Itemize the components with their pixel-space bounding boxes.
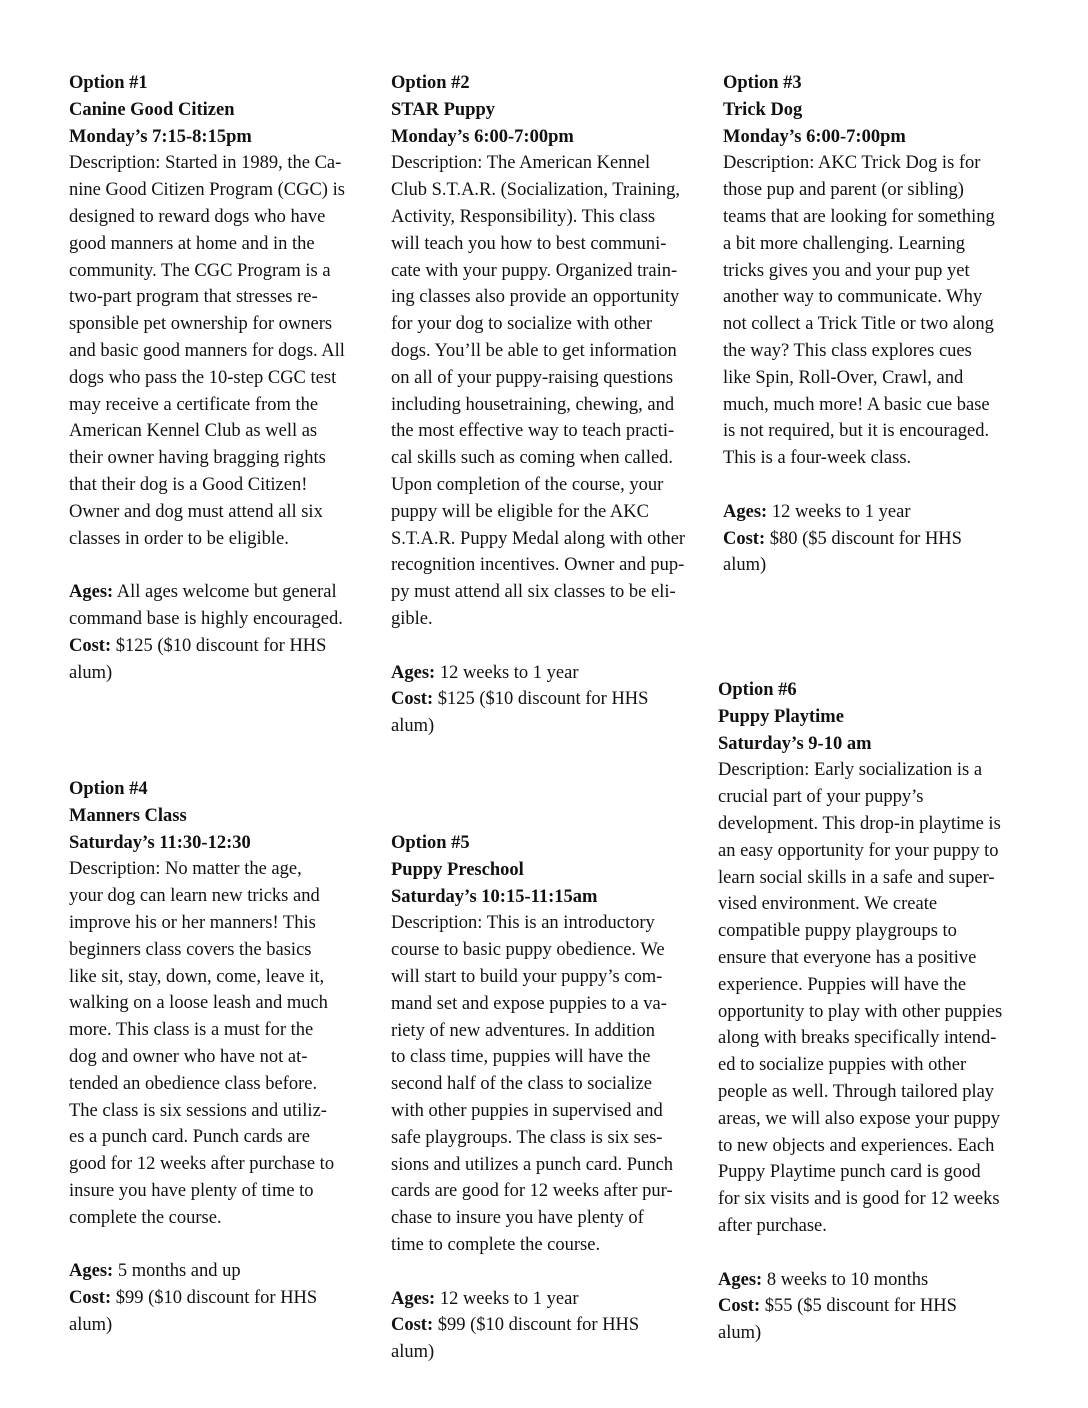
option-description <box>391 150 703 632</box>
description-line: after purchase. <box>718 1215 827 1236</box>
cost-label: Cost: <box>391 689 434 710</box>
description-line: another way to communicate. Why <box>723 287 983 308</box>
option-time: Saturday’s 9-10 am <box>718 733 872 754</box>
description-line: will teach you how to best communi- <box>391 233 667 254</box>
description-line: beginners class covers the basics <box>69 939 312 960</box>
description-line: learn social skills in a safe and super- <box>718 867 995 888</box>
description-line: areas, we will also expose your puppy <box>718 1108 1001 1129</box>
option-cost: Cost: $125 ($10 discount for HHS <box>69 635 327 656</box>
description-line: riety of new adventures. In addition <box>391 1020 656 1041</box>
description-line: This is a four-week class. <box>723 448 912 469</box>
description-line: Upon completion of the course, your <box>391 474 664 495</box>
option-ages: Ages: 12 weeks to 1 year <box>391 662 579 683</box>
description-line: Description: Early socialization is a <box>718 760 983 781</box>
option-description <box>391 910 703 1258</box>
description-line: like sit, stay, down, come, leave it, <box>69 966 325 987</box>
option-title: Canine Good Citizen <box>69 99 235 120</box>
description-line: to new objects and experiences. Each <box>718 1135 995 1156</box>
option-number: Option #2 <box>391 73 470 93</box>
description-line: good for 12 weeks after purchase to <box>69 1154 335 1175</box>
option-4-block: Option #4 Manners Class Saturday’s 11:30-12:30 Description: No matter the age, your dog can learn new tricks and improve his or her manners! This beginners class covers the basics like sit, stay, down, come, leave it, walking on a loose leash and much more. This class is a must for the dog and owner who have not at- tended an obedience class before. The class is six sessions and utiliz- es a punch card. Punch cards are good for 12 weeks after purchase to insure you have plenty of time to complete the course. Ages: 5 months and up Cost: $99 ($10 discount for HHS alum) <box>69 776 369 1339</box>
option-cost: Cost: $55 ($5 discount for HHS <box>718 1296 957 1317</box>
description-line: improve his or her manners! This <box>69 912 316 933</box>
ages-label: Ages: <box>718 1269 763 1290</box>
description-line: to class time, puppies will have the <box>391 1047 651 1068</box>
option-number: Option #3 <box>723 73 802 93</box>
description-line: time to complete the course. <box>391 1234 601 1255</box>
description-line: is not required, but it is encouraged. <box>723 421 990 442</box>
option-ages: Ages: 8 weeks to 10 months <box>718 1269 929 1290</box>
description-line: including housetraining, chewing, and <box>391 394 675 415</box>
description-line: tricks gives you and your pup yet <box>723 260 970 281</box>
description-line: course to basic puppy obedience. We <box>391 940 665 961</box>
description-line: two-part program that stresses re- <box>69 287 318 308</box>
description-line: walking on a loose leash and much <box>69 993 328 1014</box>
description-line: opportunity to play with other puppies <box>718 1001 1003 1022</box>
description-line: development. This drop-in playtime is <box>718 813 1001 834</box>
option-cost: Cost: $99 ($10 discount for HHS <box>391 1315 640 1336</box>
description-line: dogs. You’ll be able to get information <box>391 340 677 361</box>
option-6-block: Option #6 Puppy Playtime Saturday’s 9-10 am Description: Early socialization is a crucial part of your puppy’s development. This drop-in playtime is an easy opportunity for your puppy to learn social skills in a safe and super- vised environment. We create compatible puppy playgroups to ensure that everyone has a positive experience. Puppies will have the opportunity to play with other puppies along with breaks specifically intend- ed to socialize puppies with other people as well. Through tailored play areas, we will also expose your puppy to new objects and experiences. Each Puppy Playtime punch card is good for six visits and is good for 12 weeks after purchase. Ages: 8 weeks to 10 months Cost: $55 ($5 discount for HHS alum) <box>718 677 1023 1347</box>
option-description <box>723 150 1023 472</box>
ages-label: Ages: <box>391 1288 436 1309</box>
description-line: compatible puppy playgroups to <box>718 921 957 942</box>
description-line: Description: Started in 1989, the Ca- <box>69 153 342 174</box>
description-line: Description: The American Kennel <box>391 153 651 174</box>
ages-label: Ages: <box>69 1261 114 1282</box>
description-line: teams that are looking for something <box>723 206 995 227</box>
ages-label: Ages: <box>69 582 114 603</box>
description-line: cal skills such as coming when called. <box>391 448 674 469</box>
description-line: recognition incentives. Owner and pup- <box>391 555 685 576</box>
description-line: cards are good for 12 weeks after pur- <box>391 1181 673 1202</box>
description-line: dog and owner who have not at- <box>69 1046 308 1067</box>
option-time: Monday’s 6:00-7:00pm <box>391 126 574 147</box>
description-line: Club S.T.A.R. (Socialization, Training, <box>391 180 680 201</box>
description-line: insure you have plenty of time to <box>69 1180 314 1201</box>
description-line: for your dog to socialize with other <box>391 314 652 335</box>
option-description <box>718 757 1023 1239</box>
description-line: people as well. Through tailored play <box>718 1081 995 1102</box>
option-ages: Ages: 12 weeks to 1 year <box>723 501 911 522</box>
option-number: Option #6 <box>718 680 797 700</box>
option-description <box>69 856 369 1231</box>
description-line: the way? This class explores cues <box>723 340 972 361</box>
cost-label: Cost: <box>718 1296 761 1317</box>
description-line: American Kennel Club as well as <box>69 421 318 442</box>
description-line: Description: No matter the age, <box>69 859 302 880</box>
option-ages: Ages: All ages welcome but general <box>69 582 337 603</box>
option-5-block: Option #5 Puppy Preschool Saturday’s 10:15-11:15am Description: This is an introductory course to basic puppy obedience. We will start to build your puppy’s com- mand set and expose puppies to a va- riety of new adventures. In addition to class time, puppies will have the second half of the class to socialize with other puppies in supervised and safe playgroups. The class is six ses- sions and utilizes a punch card. Punch cards are good for 12 weeks after pur- chase to insure you have plenty of time to complete the course. Ages: 12 weeks to 1 year Cost: $99 ($10 discount for HHS alum) <box>391 830 703 1366</box>
description-line: Description: This is an introductory <box>391 913 655 934</box>
description-line: mand set and expose puppies to a va- <box>391 993 667 1014</box>
description-line: S.T.A.R. Puppy Medal along with other <box>391 528 686 549</box>
description-line: like Spin, Roll-Over, Crawl, and <box>723 367 964 388</box>
description-line: their owner having bragging rights <box>69 448 326 469</box>
ages-label: Ages: <box>391 662 436 683</box>
option-title: STAR Puppy <box>391 99 496 120</box>
option-3-block: Option #3 Trick Dog Monday’s 6:00-7:00pm Description: AKC Trick Dog is for those pup and parent (or sibling) teams that are looking for something a bit more challenging. Learning tricks gives you and your pup yet another way to communicate. Why not collect a Trick Title or two along the way? This class explores cues like Spin, Roll-Over, Crawl, and much, much more! A basic cue base is not required, but it is encouraged. This is a four-week class. Ages: 12 weeks to 1 year Cost: $80 ($5 discount for HHS alum) <box>723 70 1023 579</box>
description-line: ensure that everyone has a positive <box>718 947 977 968</box>
description-line: good manners at home and in the <box>69 233 315 254</box>
cost-label: Cost: <box>391 1315 434 1336</box>
description-line: nine Good Citizen Program (CGC) is <box>69 180 345 201</box>
description-line: complete the course. <box>69 1207 222 1228</box>
description-line: second half of the class to socialize <box>391 1074 652 1095</box>
cost-label: Cost: <box>69 1288 112 1309</box>
option-cost: Cost: $125 ($10 discount for HHS <box>391 689 649 710</box>
description-line: those pup and parent (or sibling) <box>723 180 964 201</box>
option-time: Saturday’s 10:15-11:15am <box>391 886 598 907</box>
description-line: sions and utilizes a punch card. Punch <box>391 1154 674 1175</box>
description-line: Description: AKC Trick Dog is for <box>723 153 981 174</box>
description-line: cate with your puppy. Organized train- <box>391 260 678 281</box>
cost-label: Cost: <box>69 635 112 656</box>
description-line: tended an obedience class before. <box>69 1073 318 1094</box>
cost-label: Cost: <box>723 528 766 549</box>
description-line: with other puppies in supervised and <box>391 1100 663 1121</box>
option-number: Option #5 <box>391 833 470 853</box>
description-line: experience. Puppies will have the <box>718 974 967 995</box>
description-line: py must attend all six classes to be eli- <box>391 582 676 603</box>
description-line: not collect a Trick Title or two along <box>723 314 994 335</box>
description-line: on all of your puppy-raising questions <box>391 367 674 388</box>
description-line: will start to build your puppy’s com- <box>391 966 663 987</box>
description-line: classes in order to be eligible. <box>69 528 289 549</box>
option-time: Monday’s 7:15-8:15pm <box>69 126 252 147</box>
description-line: designed to reward dogs who have <box>69 206 326 227</box>
option-title: Manners Class <box>69 805 187 826</box>
description-line: sponsible pet ownership for owners <box>69 314 333 335</box>
option-2-block: Option #2 STAR Puppy Monday’s 6:00-7:00pm Description: The American Kennel Club S.T.A.R. (Socialization, Training, Activity, Responsibility). This class will teach you how to best communi- cate with your puppy. Organized train- ing classes also provide an opportunity for your dog to socialize with other dogs. You’ll be able to get information on all of your puppy-raising questions including housetraining, chewing, and the most effective way to teach practi- cal skills such as coming when called. Upon completion of the course, your puppy will be eligible for the AKC S.T.A.R. Puppy Medal along with other recognition incentives. Owner and pup- py must attend all six classes to be eli- gible. Ages: 12 weeks to 1 year Cost: $125 ($10 discount for HHS alum) <box>391 70 703 740</box>
description-line: a bit more challenging. Learning <box>723 233 965 254</box>
option-time: Monday’s 6:00-7:00pm <box>723 126 906 147</box>
description-line: dogs who pass the 10-step CGC test <box>69 367 337 388</box>
description-line: more. This class is a must for the <box>69 1020 314 1041</box>
description-line: your dog can learn new tricks and <box>69 886 320 907</box>
description-line: puppy will be eligible for the AKC <box>391 501 649 522</box>
description-line: crucial part of your puppy’s <box>718 787 924 808</box>
option-cost: Cost: $80 ($5 discount for HHS <box>723 528 962 549</box>
description-line: chase to insure you have plenty of <box>391 1208 644 1229</box>
description-line: Owner and dog must attend all six <box>69 501 323 522</box>
option-title: Puppy Playtime <box>718 706 844 727</box>
option-ages: Ages: 5 months and up <box>69 1261 241 1282</box>
option-cost: Cost: $99 ($10 discount for HHS <box>69 1288 318 1309</box>
option-number: Option #1 <box>69 73 148 93</box>
description-line: Puppy Playtime punch card is good <box>718 1162 981 1183</box>
option-1-block: Option #1 Canine Good Citizen Monday’s 7:15-8:15pm Description: Started in 1989, the Ca- nine Good Citizen Program (CGC) is designed to reward dogs who have good manners at home and in the community. The CGC Program is a two-part program that stresses re- sponsible pet ownership for owners and basic good manners for dogs. All dogs who pass the 10-step CGC test may receive a certificate from the American Kennel Club as well as their owner having bragging rights that their dog is a Good Citizen! Owner and dog must attend all six classes in order to be eligible. Ages: All ages welcome but general command base is highly encouraged. Cost: $125 ($10 discount for HHS alum) <box>69 70 369 686</box>
description-line: The class is six sessions and utiliz- <box>69 1100 327 1121</box>
description-line: much, much more! A basic cue base <box>723 394 990 415</box>
description-line: es a punch card. Punch cards are <box>69 1127 310 1148</box>
option-number: Option #4 <box>69 779 148 799</box>
option-ages: Ages: 12 weeks to 1 year <box>391 1288 579 1309</box>
description-line: and basic good manners for dogs. All <box>69 340 345 361</box>
description-line: that their dog is a Good Citizen! <box>69 474 308 495</box>
description-line: for six visits and is good for 12 weeks <box>718 1189 1000 1210</box>
description-line: the most effective way to teach practi- <box>391 421 675 442</box>
description-line: ed to socialize puppies with other <box>718 1055 967 1076</box>
description-line: an easy opportunity for your puppy to <box>718 840 999 861</box>
description-line: Activity, Responsibility). This class <box>391 206 656 227</box>
description-line: ing classes also provide an opportunity <box>391 287 680 308</box>
description-line: may receive a certificate from the <box>69 394 319 415</box>
ages-label: Ages: <box>723 501 768 522</box>
description-line: along with breaks specifically intend- <box>718 1028 997 1049</box>
option-title: Trick Dog <box>723 99 803 120</box>
description-line: gible. <box>391 608 433 629</box>
option-time: Saturday’s 11:30-12:30 <box>69 832 251 853</box>
description-line: safe playgroups. The class is six ses- <box>391 1127 663 1148</box>
description-line: vised environment. We create <box>718 894 938 915</box>
description-line: community. The CGC Program is a <box>69 260 331 281</box>
option-title: Puppy Preschool <box>391 859 524 880</box>
option-description <box>69 150 369 552</box>
